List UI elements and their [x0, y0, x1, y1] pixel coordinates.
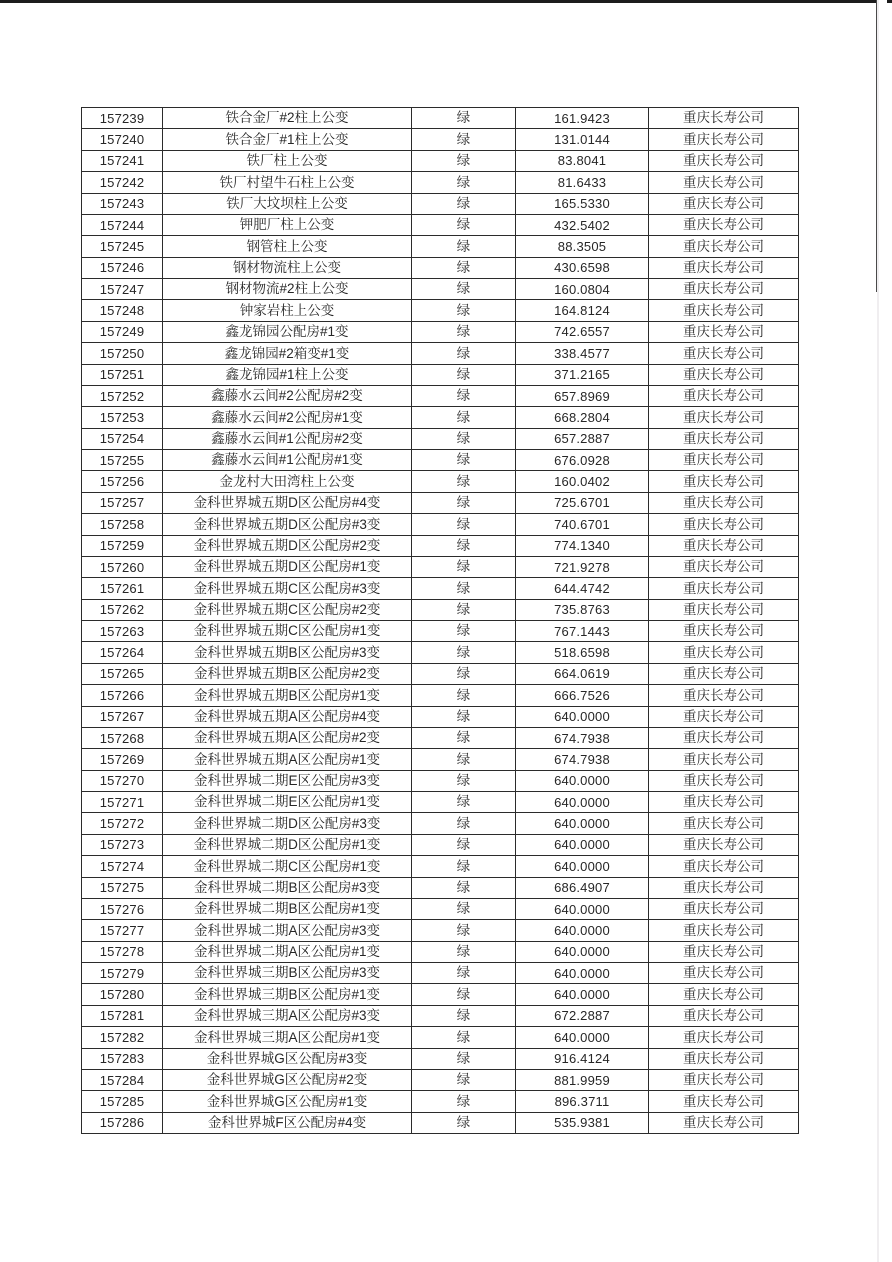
table-row — [82, 941, 799, 962]
cell-status: 绿 — [412, 599, 516, 620]
cell-company: 重庆长寿公司 — [649, 108, 799, 129]
table-row — [82, 236, 799, 257]
cell-company: 重庆长寿公司 — [649, 663, 799, 684]
table-row — [82, 963, 799, 984]
cell-id: 157269 — [82, 749, 163, 770]
cell-status: 绿 — [412, 706, 516, 727]
cell-status: 绿 — [412, 385, 516, 406]
table-body — [82, 108, 799, 1134]
cell-name: 铁合金厂#2柱上公变 — [163, 108, 412, 129]
cell-company: 重庆长寿公司 — [649, 770, 799, 791]
cell-value: 672.2887 — [516, 1005, 649, 1026]
cell-company: 重庆长寿公司 — [649, 898, 799, 919]
cell-id: 157285 — [82, 1091, 163, 1112]
cell-name: 金科世界城五期D区公配房#2变 — [163, 535, 412, 556]
cell-company: 重庆长寿公司 — [649, 963, 799, 984]
table-row — [82, 1091, 799, 1112]
cell-name: 金科世界城五期A区公配房#2变 — [163, 727, 412, 748]
cell-id: 157248 — [82, 300, 163, 321]
cell-company: 重庆长寿公司 — [649, 214, 799, 235]
cell-name: 鑫龙锦园公配房#1变 — [163, 321, 412, 342]
cell-name: 金科世界城二期E区公配房#1变 — [163, 792, 412, 813]
table-row — [82, 642, 799, 663]
cell-value: 164.8124 — [516, 300, 649, 321]
cell-name: 金科世界城二期D区公配房#3变 — [163, 813, 412, 834]
cell-status: 绿 — [412, 492, 516, 513]
table-row — [82, 556, 799, 577]
cell-status: 绿 — [412, 556, 516, 577]
cell-id: 157268 — [82, 727, 163, 748]
cell-id: 157273 — [82, 834, 163, 855]
cell-company: 重庆长寿公司 — [649, 172, 799, 193]
cell-company: 重庆长寿公司 — [649, 749, 799, 770]
cell-status: 绿 — [412, 770, 516, 791]
cell-id: 157284 — [82, 1069, 163, 1090]
scan-top-right-mark — [887, 0, 892, 3]
cell-value: 161.9423 — [516, 108, 649, 129]
cell-name: 钟家岩柱上公变 — [163, 300, 412, 321]
cell-value: 668.2804 — [516, 407, 649, 428]
cell-id: 157267 — [82, 706, 163, 727]
cell-company: 重庆长寿公司 — [649, 578, 799, 599]
cell-company: 重庆长寿公司 — [649, 471, 799, 492]
cell-value: 371.2165 — [516, 364, 649, 385]
table-row — [82, 1048, 799, 1069]
cell-company: 重庆长寿公司 — [649, 193, 799, 214]
cell-company: 重庆长寿公司 — [649, 941, 799, 962]
cell-value: 676.0928 — [516, 450, 649, 471]
table-row — [82, 877, 799, 898]
cell-status: 绿 — [412, 450, 516, 471]
cell-name: 鑫藤水云间#2公配房#1变 — [163, 407, 412, 428]
cell-id: 157243 — [82, 193, 163, 214]
cell-company: 重庆长寿公司 — [649, 599, 799, 620]
cell-value: 657.8969 — [516, 385, 649, 406]
table-row — [82, 492, 799, 513]
cell-value: 160.0402 — [516, 471, 649, 492]
cell-name: 铁厂大坟坝柱上公变 — [163, 193, 412, 214]
cell-company: 重庆长寿公司 — [649, 813, 799, 834]
cell-name: 金科世界城五期B区公配房#3变 — [163, 642, 412, 663]
cell-name: 鑫藤水云间#2公配房#2变 — [163, 385, 412, 406]
cell-company: 重庆长寿公司 — [649, 621, 799, 642]
cell-value: 81.6433 — [516, 172, 649, 193]
cell-name: 金科世界城二期D区公配房#1变 — [163, 834, 412, 855]
cell-company: 重庆长寿公司 — [649, 1112, 799, 1133]
table-row — [82, 685, 799, 706]
cell-name: 金科世界城三期B区公配房#1变 — [163, 984, 412, 1005]
cell-name: 金科世界城F区公配房#4变 — [163, 1112, 412, 1133]
table-row — [82, 450, 799, 471]
cell-value: 640.0000 — [516, 834, 649, 855]
cell-company: 重庆长寿公司 — [649, 129, 799, 150]
cell-name: 金科世界城五期C区公配房#3变 — [163, 578, 412, 599]
cell-status: 绿 — [412, 343, 516, 364]
cell-value: 535.9381 — [516, 1112, 649, 1133]
cell-status: 绿 — [412, 428, 516, 449]
cell-value: 640.0000 — [516, 813, 649, 834]
cell-id: 157260 — [82, 556, 163, 577]
cell-id: 157278 — [82, 941, 163, 962]
cell-value: 640.0000 — [516, 963, 649, 984]
cell-name: 金龙村大田湾柱上公变 — [163, 471, 412, 492]
cell-name: 金科世界城G区公配房#1变 — [163, 1091, 412, 1112]
cell-status: 绿 — [412, 257, 516, 278]
cell-name: 金科世界城G区公配房#2变 — [163, 1069, 412, 1090]
table-row — [82, 706, 799, 727]
table-row — [82, 471, 799, 492]
table-row — [82, 150, 799, 171]
cell-name: 鑫藤水云间#1公配房#2变 — [163, 428, 412, 449]
cell-name: 金科世界城二期A区公配房#1变 — [163, 941, 412, 962]
cell-id: 157277 — [82, 920, 163, 941]
cell-id: 157255 — [82, 450, 163, 471]
cell-id: 157280 — [82, 984, 163, 1005]
scan-page-edge-line — [877, 0, 879, 1262]
cell-status: 绿 — [412, 300, 516, 321]
cell-id: 157270 — [82, 770, 163, 791]
table-row — [82, 108, 799, 129]
table-row — [82, 1069, 799, 1090]
table-row — [82, 834, 799, 855]
cell-status: 绿 — [412, 407, 516, 428]
cell-value: 740.6701 — [516, 514, 649, 535]
cell-id: 157282 — [82, 1027, 163, 1048]
scan-right-edge-line — [876, 0, 877, 292]
cell-status: 绿 — [412, 514, 516, 535]
cell-id: 157241 — [82, 150, 163, 171]
cell-status: 绿 — [412, 214, 516, 235]
cell-value: 160.0804 — [516, 279, 649, 300]
table-row — [82, 599, 799, 620]
table-row — [82, 321, 799, 342]
cell-status: 绿 — [412, 663, 516, 684]
cell-name: 鑫龙锦园#2箱变#1变 — [163, 343, 412, 364]
cell-name: 金科世界城G区公配房#3变 — [163, 1048, 412, 1069]
table-row — [82, 279, 799, 300]
cell-value: 721.9278 — [516, 556, 649, 577]
cell-value: 640.0000 — [516, 1027, 649, 1048]
cell-value: 338.4577 — [516, 343, 649, 364]
cell-value: 735.8763 — [516, 599, 649, 620]
cell-value: 640.0000 — [516, 920, 649, 941]
cell-id: 157259 — [82, 535, 163, 556]
cell-company: 重庆长寿公司 — [649, 364, 799, 385]
cell-id: 157274 — [82, 856, 163, 877]
table-row — [82, 621, 799, 642]
cell-value: 432.5402 — [516, 214, 649, 235]
cell-company: 重庆长寿公司 — [649, 492, 799, 513]
cell-name: 钢管柱上公变 — [163, 236, 412, 257]
table-row — [82, 385, 799, 406]
cell-status: 绿 — [412, 1091, 516, 1112]
cell-status: 绿 — [412, 364, 516, 385]
cell-status: 绿 — [412, 236, 516, 257]
cell-id: 157264 — [82, 642, 163, 663]
cell-id: 157281 — [82, 1005, 163, 1026]
cell-id: 157263 — [82, 621, 163, 642]
cell-value: 430.6598 — [516, 257, 649, 278]
table-row — [82, 193, 799, 214]
table-row — [82, 856, 799, 877]
cell-value: 674.7938 — [516, 727, 649, 748]
cell-value: 657.2887 — [516, 428, 649, 449]
table-row — [82, 663, 799, 684]
cell-status: 绿 — [412, 321, 516, 342]
table-row — [82, 407, 799, 428]
cell-value: 131.0144 — [516, 129, 649, 150]
cell-id: 157261 — [82, 578, 163, 599]
table-row — [82, 129, 799, 150]
table-row — [82, 214, 799, 235]
cell-status: 绿 — [412, 727, 516, 748]
cell-value: 640.0000 — [516, 770, 649, 791]
cell-company: 重庆长寿公司 — [649, 343, 799, 364]
cell-status: 绿 — [412, 108, 516, 129]
cell-id: 157275 — [82, 877, 163, 898]
cell-name: 金科世界城五期B区公配房#1变 — [163, 685, 412, 706]
cell-company: 重庆长寿公司 — [649, 279, 799, 300]
cell-company: 重庆长寿公司 — [649, 257, 799, 278]
cell-status: 绿 — [412, 535, 516, 556]
cell-value: 640.0000 — [516, 706, 649, 727]
table-row — [82, 535, 799, 556]
cell-status: 绿 — [412, 1112, 516, 1133]
cell-company: 重庆长寿公司 — [649, 920, 799, 941]
cell-company: 重庆长寿公司 — [649, 556, 799, 577]
cell-name: 金科世界城五期D区公配房#4变 — [163, 492, 412, 513]
cell-name: 钢材物流#2柱上公变 — [163, 279, 412, 300]
cell-status: 绿 — [412, 1048, 516, 1069]
cell-name: 铁合金厂#1柱上公变 — [163, 129, 412, 150]
cell-company: 重庆长寿公司 — [649, 300, 799, 321]
cell-company: 重庆长寿公司 — [649, 642, 799, 663]
cell-id: 157266 — [82, 685, 163, 706]
cell-name: 金科世界城二期C区公配房#1变 — [163, 856, 412, 877]
cell-id: 157258 — [82, 514, 163, 535]
cell-id: 157254 — [82, 428, 163, 449]
cell-company: 重庆长寿公司 — [649, 514, 799, 535]
cell-name: 金科世界城三期A区公配房#1变 — [163, 1027, 412, 1048]
cell-id: 157276 — [82, 898, 163, 919]
cell-name: 金科世界城二期B区公配房#3变 — [163, 877, 412, 898]
cell-value: 640.0000 — [516, 792, 649, 813]
cell-id: 157251 — [82, 364, 163, 385]
table-row — [82, 898, 799, 919]
cell-name: 金科世界城五期D区公配房#3变 — [163, 514, 412, 535]
cell-company: 重庆长寿公司 — [649, 1069, 799, 1090]
cell-status: 绿 — [412, 941, 516, 962]
cell-company: 重庆长寿公司 — [649, 685, 799, 706]
cell-name: 金科世界城五期B区公配房#2变 — [163, 663, 412, 684]
cell-id: 157240 — [82, 129, 163, 150]
cell-name: 金科世界城二期B区公配房#1变 — [163, 898, 412, 919]
cell-id: 157245 — [82, 236, 163, 257]
cell-status: 绿 — [412, 1005, 516, 1026]
cell-status: 绿 — [412, 749, 516, 770]
cell-value: 165.5330 — [516, 193, 649, 214]
cell-status: 绿 — [412, 792, 516, 813]
cell-company: 重庆长寿公司 — [649, 1027, 799, 1048]
cell-name: 金科世界城五期C区公配房#1变 — [163, 621, 412, 642]
cell-value: 674.7938 — [516, 749, 649, 770]
cell-value: 644.4742 — [516, 578, 649, 599]
cell-name: 钢材物流柱上公变 — [163, 257, 412, 278]
cell-company: 重庆长寿公司 — [649, 236, 799, 257]
cell-id: 157244 — [82, 214, 163, 235]
cell-status: 绿 — [412, 578, 516, 599]
cell-status: 绿 — [412, 150, 516, 171]
cell-company: 重庆长寿公司 — [649, 792, 799, 813]
cell-id: 157246 — [82, 257, 163, 278]
cell-value: 916.4124 — [516, 1048, 649, 1069]
cell-value: 742.6557 — [516, 321, 649, 342]
cell-name: 金科世界城五期A区公配房#4变 — [163, 706, 412, 727]
table-row — [82, 1112, 799, 1133]
cell-status: 绿 — [412, 279, 516, 300]
cell-value: 664.0619 — [516, 663, 649, 684]
table-row — [82, 300, 799, 321]
table-row — [82, 984, 799, 1005]
cell-company: 重庆长寿公司 — [649, 727, 799, 748]
table-row — [82, 514, 799, 535]
cell-name: 钾肥厂柱上公变 — [163, 214, 412, 235]
table-row — [82, 343, 799, 364]
cell-id: 157283 — [82, 1048, 163, 1069]
transformer-table — [81, 107, 799, 1134]
table-row — [82, 920, 799, 941]
cell-status: 绿 — [412, 471, 516, 492]
cell-status: 绿 — [412, 877, 516, 898]
cell-value: 83.8041 — [516, 150, 649, 171]
table-row — [82, 749, 799, 770]
cell-name: 鑫龙锦园#1柱上公变 — [163, 364, 412, 385]
cell-status: 绿 — [412, 193, 516, 214]
cell-value: 640.0000 — [516, 984, 649, 1005]
cell-company: 重庆长寿公司 — [649, 984, 799, 1005]
cell-value: 774.1340 — [516, 535, 649, 556]
cell-status: 绿 — [412, 621, 516, 642]
cell-id: 157252 — [82, 385, 163, 406]
cell-value: 686.4907 — [516, 877, 649, 898]
cell-company: 重庆长寿公司 — [649, 856, 799, 877]
table-row — [82, 770, 799, 791]
cell-name: 金科世界城三期B区公配房#3变 — [163, 963, 412, 984]
cell-status: 绿 — [412, 642, 516, 663]
cell-status: 绿 — [412, 813, 516, 834]
cell-value: 666.7526 — [516, 685, 649, 706]
cell-name: 金科世界城五期A区公配房#1变 — [163, 749, 412, 770]
cell-id: 157256 — [82, 471, 163, 492]
cell-name: 鑫藤水云间#1公配房#1变 — [163, 450, 412, 471]
cell-company: 重庆长寿公司 — [649, 834, 799, 855]
cell-company: 重庆长寿公司 — [649, 1005, 799, 1026]
cell-name: 金科世界城三期A区公配房#3变 — [163, 1005, 412, 1026]
cell-company: 重庆长寿公司 — [649, 877, 799, 898]
cell-status: 绿 — [412, 172, 516, 193]
cell-company: 重庆长寿公司 — [649, 535, 799, 556]
cell-company: 重庆长寿公司 — [649, 150, 799, 171]
cell-status: 绿 — [412, 685, 516, 706]
cell-status: 绿 — [412, 898, 516, 919]
cell-status: 绿 — [412, 834, 516, 855]
cell-company: 重庆长寿公司 — [649, 450, 799, 471]
cell-id: 157250 — [82, 343, 163, 364]
cell-id: 157253 — [82, 407, 163, 428]
table-row — [82, 172, 799, 193]
table-row — [82, 727, 799, 748]
table-row — [82, 428, 799, 449]
cell-id: 157239 — [82, 108, 163, 129]
cell-name: 铁厂村望牛石柱上公变 — [163, 172, 412, 193]
cell-name: 金科世界城五期C区公配房#2变 — [163, 599, 412, 620]
cell-value: 725.6701 — [516, 492, 649, 513]
cell-name: 金科世界城二期A区公配房#3变 — [163, 920, 412, 941]
cell-status: 绿 — [412, 984, 516, 1005]
table-row — [82, 364, 799, 385]
cell-status: 绿 — [412, 856, 516, 877]
cell-company: 重庆长寿公司 — [649, 428, 799, 449]
cell-id: 157247 — [82, 279, 163, 300]
cell-id: 157262 — [82, 599, 163, 620]
cell-id: 157279 — [82, 963, 163, 984]
table-row — [82, 578, 799, 599]
cell-company: 重庆长寿公司 — [649, 407, 799, 428]
cell-value: 767.1443 — [516, 621, 649, 642]
cell-value: 640.0000 — [516, 856, 649, 877]
cell-id: 157286 — [82, 1112, 163, 1133]
cell-value: 896.3711 — [516, 1091, 649, 1112]
cell-value: 640.0000 — [516, 898, 649, 919]
cell-id: 157242 — [82, 172, 163, 193]
cell-name: 铁厂柱上公变 — [163, 150, 412, 171]
cell-name: 金科世界城二期E区公配房#3变 — [163, 770, 412, 791]
cell-id: 157272 — [82, 813, 163, 834]
cell-status: 绿 — [412, 1069, 516, 1090]
cell-value: 518.6598 — [516, 642, 649, 663]
cell-value: 640.0000 — [516, 941, 649, 962]
cell-id: 157257 — [82, 492, 163, 513]
cell-company: 重庆长寿公司 — [649, 1091, 799, 1112]
cell-id: 157249 — [82, 321, 163, 342]
table-row — [82, 792, 799, 813]
cell-status: 绿 — [412, 1027, 516, 1048]
cell-status: 绿 — [412, 129, 516, 150]
cell-id: 157271 — [82, 792, 163, 813]
cell-id: 157265 — [82, 663, 163, 684]
cell-company: 重庆长寿公司 — [649, 385, 799, 406]
cell-company: 重庆长寿公司 — [649, 1048, 799, 1069]
scan-top-edge-bar — [0, 0, 877, 3]
cell-value: 881.9959 — [516, 1069, 649, 1090]
cell-status: 绿 — [412, 963, 516, 984]
table-row — [82, 1005, 799, 1026]
cell-value: 88.3505 — [516, 236, 649, 257]
table-row — [82, 813, 799, 834]
table-row — [82, 257, 799, 278]
table-row — [82, 1027, 799, 1048]
cell-company: 重庆长寿公司 — [649, 321, 799, 342]
cell-company: 重庆长寿公司 — [649, 706, 799, 727]
cell-status: 绿 — [412, 920, 516, 941]
cell-name: 金科世界城五期D区公配房#1变 — [163, 556, 412, 577]
